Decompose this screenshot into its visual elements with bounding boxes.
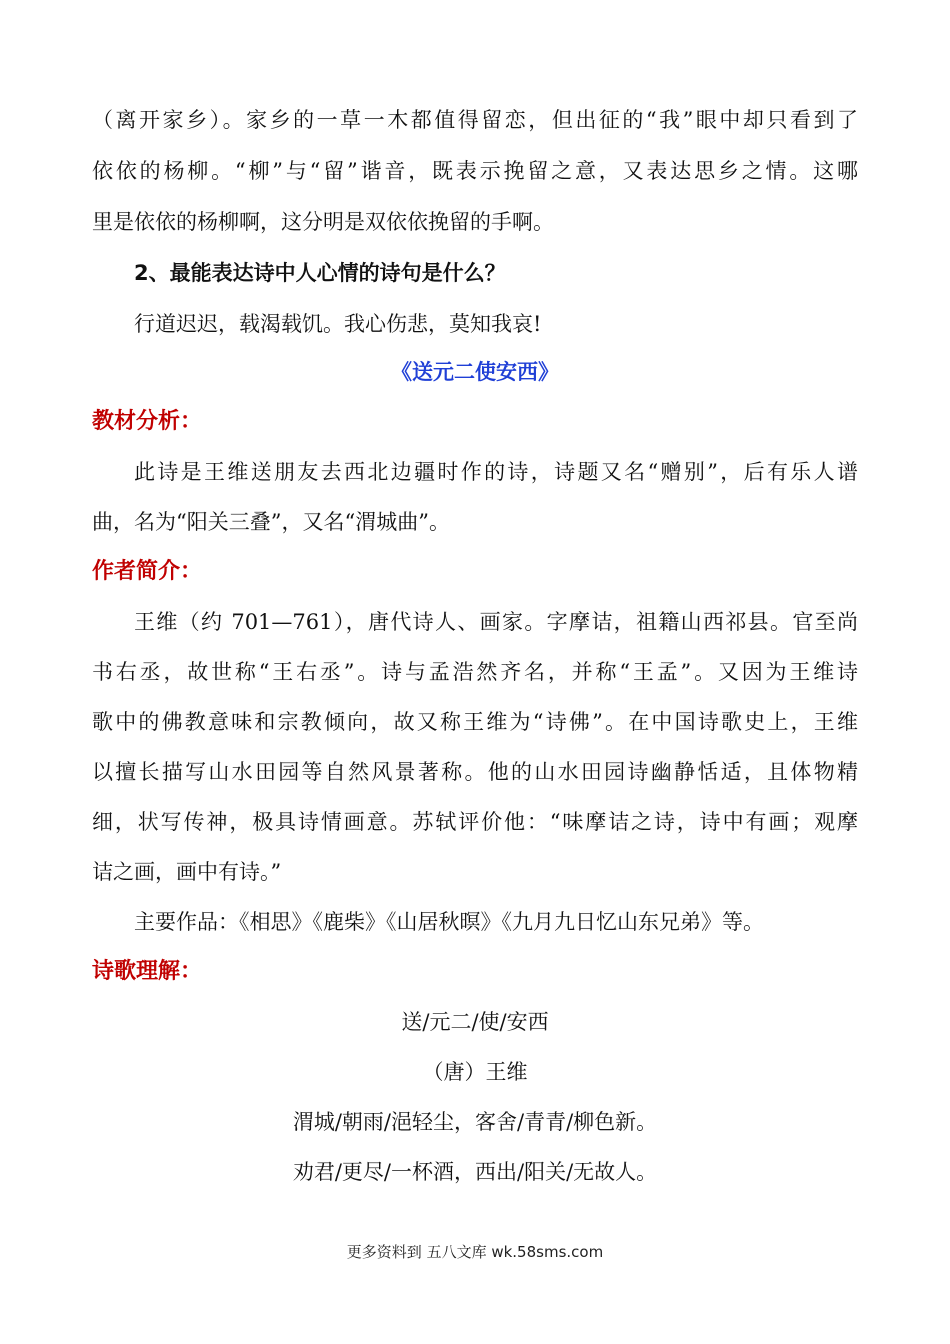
poem-title: 送/元二/使/安西 [401, 1010, 549, 1034]
author-line-5: 细，状写传神，极具诗情画意。苏轼评价他：“味摩诘之诗，诗中有画；观摩 [92, 810, 858, 834]
question-2: 2、最能表达诗中人心情的诗句是什么？ [134, 261, 506, 285]
footer-link[interactable]: 更多资料到 五八文库 wk.58sms.com [346, 1243, 604, 1261]
intro-line-3: 里是依依的杨柳啊，这分明是双依依挽留的手啊。 [92, 210, 554, 234]
poem-verse-2: 劝君/更尽/一杯酒，西出/阳关/无故人。 [292, 1160, 658, 1184]
question-2-answer: 行道迟迟，载渴载饥。我心伤悲，莫知我哀! [134, 312, 542, 336]
material-line-1: 此诗是王维送朋友去西北边疆时作的诗，诗题又名“赠别”，后有乐人谱 [134, 460, 858, 484]
author-line-1: 王维（约 701—761），唐代诗人、画家。字摩诘，祖籍山西祁县。官至尚 [134, 610, 858, 634]
author-line-3: 歌中的佛教意味和宗教倾向，故又称王维为“诗佛”。在中国诗歌史上，王维 [92, 710, 858, 734]
intro-line-2: 依依的杨柳。“柳”与“留”谐音，既表示挽留之意，又表达思乡之情。这哪 [92, 159, 858, 183]
intro-line-1: （离开家乡）。家乡的一草一木都值得留恋，但出征的“我”眼中却只看到了 [92, 108, 858, 132]
poem-title-heading: 《送元二使安西》 [391, 360, 559, 384]
poem-verse-1: 渭城/朝雨/浥轻尘，客舍/青青/柳色新。 [292, 1110, 658, 1134]
poem-author: （唐）王维 [422, 1060, 528, 1084]
material-line-2: 曲，名为“阳关三叠”，又名“渭城曲”。 [92, 510, 450, 534]
author-works: 主要作品：《相思》《鹿柴》《山居秋暝》《九月九日忆山东兄弟》等。 [134, 910, 764, 934]
author-intro-heading: 作者简介： [92, 559, 203, 584]
author-line-2: 书右丞，故世称“王右丞”。诗与孟浩然齐名，并称“王孟”。又因为王维诗 [92, 660, 858, 684]
author-line-4: 以擅长描写山水田园等自然风景著称。他的山水田园诗幽静恬适，且体物精 [92, 760, 858, 784]
author-line-6: 诘之画，画中有诗。” [92, 860, 282, 884]
material-analysis-heading: 教材分析： [92, 409, 203, 434]
poem-understanding-heading: 诗歌理解： [92, 959, 203, 984]
